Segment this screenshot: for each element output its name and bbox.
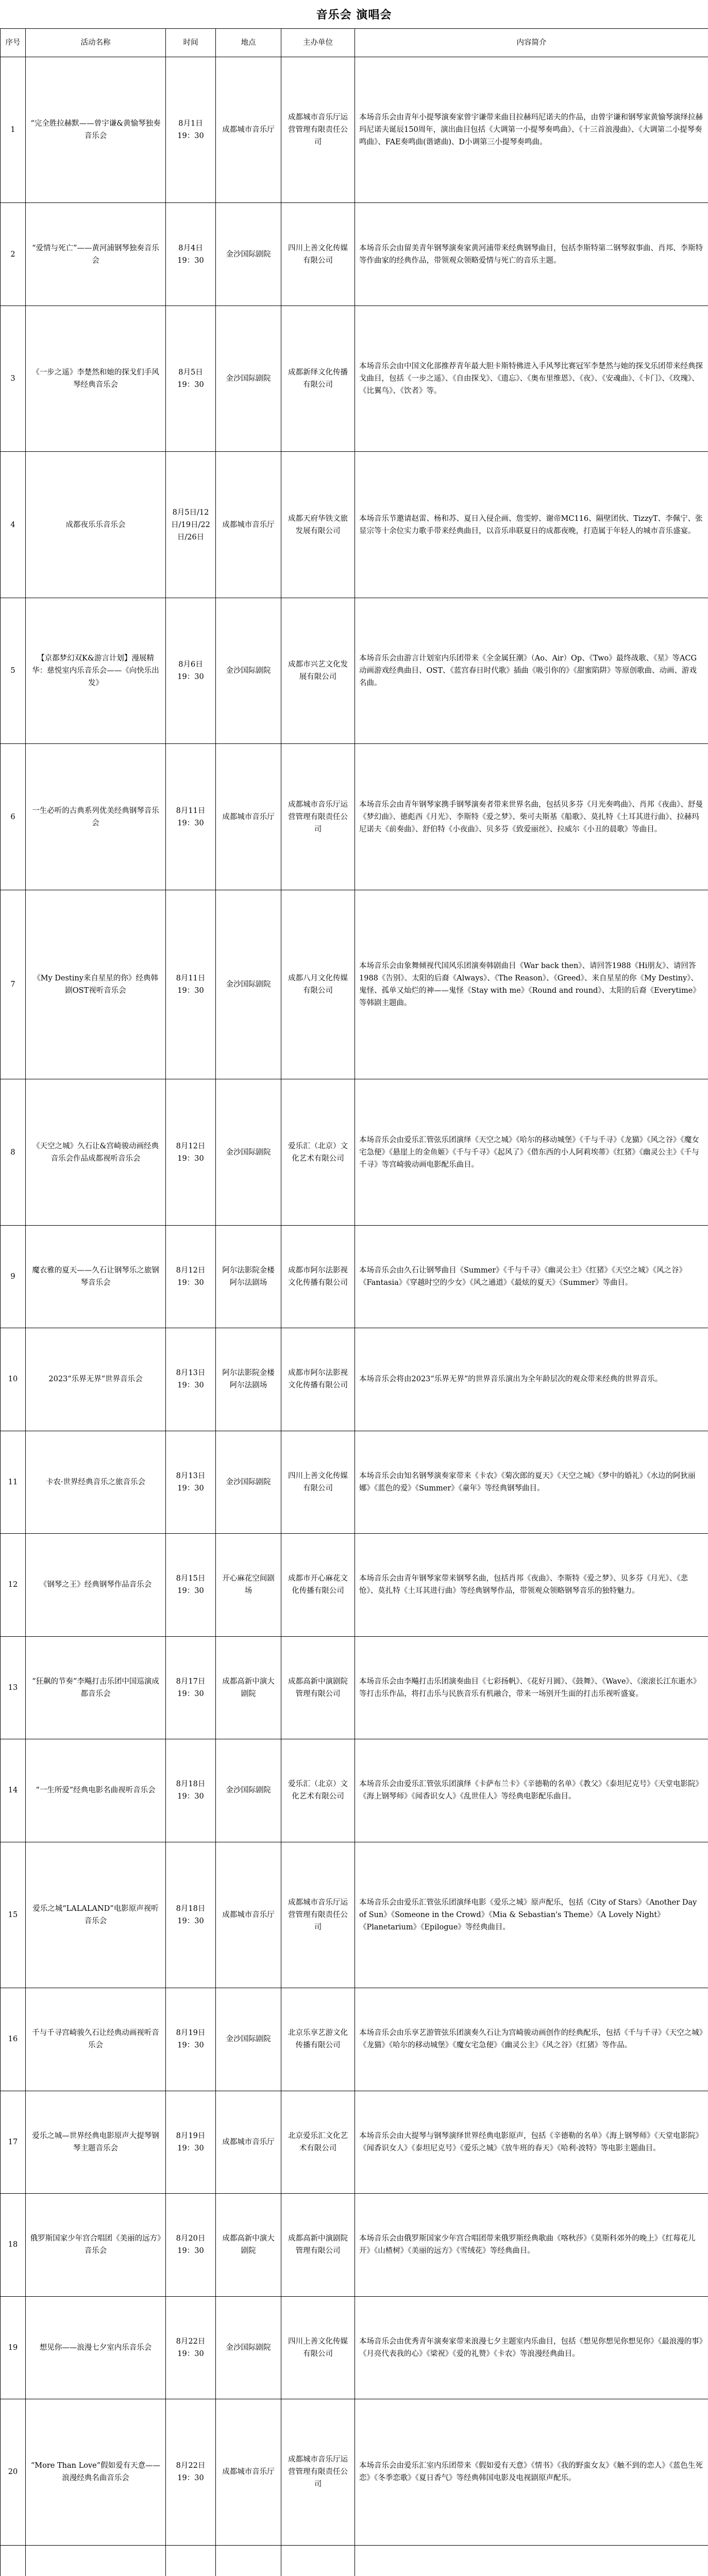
event-date: 8月5日 xyxy=(178,368,203,377)
event-time xyxy=(166,2399,216,2545)
table-row xyxy=(1,1328,708,1431)
event-name: 【京都梦幻双K&游言计划】漫展精华：慈悦室内乐音乐会——《向快乐出发》 xyxy=(26,598,166,743)
row-number: 1 xyxy=(1,57,26,203)
row-number: 15 xyxy=(1,1842,26,1988)
event-time xyxy=(166,203,216,306)
row-number: 20 xyxy=(1,2399,26,2545)
event-organizer: 成都天府华铁文旅发展有限公司 xyxy=(281,452,355,598)
event-name: 成都夜乐乐音乐会 xyxy=(26,452,166,598)
event-name: 《My Destiny来自星星的你》经典韩剧OST视听音乐会 xyxy=(26,890,166,1079)
event-clock: 19：30 xyxy=(177,1154,204,1163)
header-organizer: 主办单位 xyxy=(281,29,355,57)
event-venue: 金沙国际剧院 xyxy=(216,2296,281,2399)
event-venue: 开心麻花空间剧场 xyxy=(216,1534,281,1636)
event-clock: 19：30 xyxy=(177,2349,204,2358)
event-venue: 金沙国际剧院 xyxy=(216,1988,281,2091)
row-number: 3 xyxy=(1,306,26,451)
event-time xyxy=(166,744,216,890)
event-date: 8月4日 xyxy=(178,244,203,252)
event-clock: 19：30 xyxy=(177,381,204,389)
table-row xyxy=(1,1079,708,1225)
event-name: 千与千寻宫崎骏久石让经典动画视听音乐会 xyxy=(26,1988,166,2091)
event-description: 本场音乐会由中国文化部推荐青年最大胆卡斯特佛进入手风琴比赛冠军李楚然与她的探戈乐团带来经典探戈曲目，包括《一步之遥》、《自由探戈》、《遗忘》、《奥布里维恩》、《夜》、《安魂曲》、《卡门》、《玫瑰》、《比翼鸟》、《饮者》等。 xyxy=(355,306,708,451)
event-name: 《天空之城》久石让&宫崎骏动画经典音乐会作品成都视听音乐会 xyxy=(26,1079,166,1225)
event-time xyxy=(166,1842,216,1988)
event-date: 8月18日 xyxy=(176,1904,206,1913)
event-organizer: 成都城市音乐厅运营管理有限责任公司 xyxy=(281,744,355,890)
event-time xyxy=(166,306,216,451)
header-venue: 地点 xyxy=(216,29,281,57)
event-description: 本场音乐会由李飚打击乐团演奏曲目《七彩扬帆》、《花好月圆》、《鼓舞》、《Wave》、《滚滚长江东逝水》等打击乐作品，将打击乐与民族音乐有机融合，带来一场别开生面的打击乐视听盛宴。 xyxy=(355,1636,708,1739)
event-venue: 阿尔法影院金楼阿尔法剧场 xyxy=(216,1328,281,1431)
event-organizer: 爱乐汇（北京）文化艺术有限公司 xyxy=(281,1079,355,1225)
row-number: 4 xyxy=(1,452,26,598)
event-name: 爱乐之城—世界经典电影原声大提琴钢琴主题音乐会 xyxy=(26,2091,166,2193)
row-number: 2 xyxy=(1,203,26,306)
event-description: 本场音乐会由青年钢琴家携手钢琴演奏者带来世界名曲，包括贝多芬《月光奏鸣曲》、肖邦《夜曲》、舒曼《梦幻曲》、德彪西《月光》、李斯特《爱之梦》、柴可夫斯基《船歌》、莫扎特《土耳其进行曲》、拉赫玛尼诺夫《前奏曲》、舒伯特《小夜曲》、贝多芬《致爱丽丝》、拉威尔《小丑的晨歌》等曲目。 xyxy=(355,744,708,890)
event-venue: 金沙国际剧院 xyxy=(216,1431,281,1533)
event-clock: 19：30 xyxy=(177,1792,204,1801)
event-organizer: 成都市阿尔法影视文化传播有限公司 xyxy=(281,1328,355,1431)
event-clock: 19：30 xyxy=(177,1381,204,1390)
table-row xyxy=(1,1636,708,1739)
event-description: 本场音乐会由久石让钢琴曲目《Summer》《千与千寻》《幽灵公主》《红猪》《天空之城》《风之谷》《Fantasia》《穿越时空的少女》《风之通道》《最炫的夏天》《Summer》等曲目。 xyxy=(355,1225,708,1328)
event-date: 8月6日 xyxy=(178,660,203,669)
event-description: 本场音乐会由优秀青年演奏家带来浪漫七夕主题室内乐曲目，包括《想见你想见你想见你》《最浪漫的事》《月亮代表我的心》《梁祝》《爱的礼赞》《卡农》等浪漫经典曲目。 xyxy=(355,2296,708,2399)
event-clock: 19：30 xyxy=(177,987,204,995)
event-clock: 19：30 xyxy=(177,2247,204,2256)
page-title: 音乐会 演唱会 xyxy=(316,8,392,22)
event-name: 爱乐之城“LALALAND”电影原声视听音乐会 xyxy=(26,1842,166,1988)
table-row xyxy=(1,2545,708,2576)
event-description: 本场音乐会由乐享艺游管弦乐团演奏久石让为宫崎骏动画创作的经典配乐，包括《千与千寻》《天空之城》《龙猫》《哈尔的移动城堡》《魔女宅急便》《幽灵公主》《风之谷》《红猪》等作品。 xyxy=(355,1988,708,2091)
event-venue: 金沙国际剧院 xyxy=(216,203,281,306)
table-row xyxy=(1,1842,708,1988)
event-name: 卡农·世界经典音乐之旅音乐会 xyxy=(26,1431,166,1533)
table-row xyxy=(1,203,708,306)
event-date: 8月12日 xyxy=(176,1142,206,1150)
event-clock: 19：30 xyxy=(177,1689,204,1698)
event-time xyxy=(166,1328,216,1431)
event-date: 8月5日/12日/19日/22日/26日 xyxy=(171,508,210,541)
event-organizer: 成都市兴艺文化发展有限公司 xyxy=(281,598,355,743)
event-venue: 成都城市音乐厅 xyxy=(216,2399,281,2545)
event-date: 8月20日 xyxy=(176,2234,206,2243)
row-number: 9 xyxy=(1,1225,26,1328)
event-organizer: 成都八月文化传媒有限公司 xyxy=(281,890,355,1079)
event-date: 8月22日 xyxy=(176,2337,206,2346)
event-name: 《一步之遥》李楚然和她的探戈们手风琴经典音乐会 xyxy=(26,306,166,451)
event-time xyxy=(166,1079,216,1225)
event-name: “狂飙的节奏”李飚打击乐团中国巡演成都音乐会 xyxy=(26,1636,166,1739)
event-venue: 成都高新中演大剧院 xyxy=(216,1636,281,1739)
event-time xyxy=(166,2296,216,2399)
event-date: 8月22日 xyxy=(176,2462,206,2470)
event-date: 8月19日 xyxy=(176,2131,206,2140)
header-description: 内容简介 xyxy=(355,29,708,57)
event-venue: 成都城市音乐厅 xyxy=(216,744,281,890)
event-name: 魔衣雅的夏天——久石让钢琴乐之旅钢琴音乐会 xyxy=(26,1225,166,1328)
event-description: 本场音乐会由青年钢琴家带来钢琴名曲，包括肖邦《夜曲》、李斯特《爱之梦》、贝多芬《月光》、《悲怆》、莫扎特《土耳其进行曲》等经典钢琴作品，带领观众领略钢琴音乐的独特魅力。 xyxy=(355,1534,708,1636)
event-venue: 成都城市音乐厅 xyxy=(216,1842,281,1988)
event-time xyxy=(166,1739,216,1842)
event-venue: 金沙国际剧院 xyxy=(216,306,281,451)
row-number: 17 xyxy=(1,2091,26,2193)
event-time xyxy=(166,2091,216,2193)
event-clock: 19：30 xyxy=(177,2041,204,2050)
event-name: 俄罗斯国家少年宫合唱团《美丽的远方》音乐会 xyxy=(26,2194,166,2296)
row-number: 10 xyxy=(1,1328,26,1431)
event-description: 本场音乐会由游言计划室内乐团带来《全金属狂潮》（Ao、Air）Op、《Two》最终战歌、《星》等ACG动画游戏经典曲目、OST、《蓝宫春日时代歌》插曲《吸引你的》《甜蜜陷阱》等原创歌曲、动画、游戏名曲。 xyxy=(355,598,708,743)
event-venue: 成都城市音乐厅 xyxy=(216,57,281,203)
event-date: 8月18日 xyxy=(176,1780,206,1789)
row-number: 7 xyxy=(1,890,26,1079)
table-row xyxy=(1,890,708,1079)
table-row xyxy=(1,1988,708,2091)
event-clock: 19：30 xyxy=(177,1917,204,1925)
event-venue: 金沙国际剧院 xyxy=(216,1079,281,1225)
event-description: 本场音乐会将由2023“乐界无界”的世界音乐演出为全年龄层次的观众带来经典的世界音乐。 xyxy=(355,1328,708,1431)
event-description: 本场音乐会由爱乐汇管弦乐团演绎电影《爱乐之城》原声配乐，包括《City of Stars》《Another Day of Sun》《Someone in the Crowd》《Mia & Sebastian's Theme》《A Lovely Night》《Planetarium》《Epilogue》等经典曲目。 xyxy=(355,1842,708,1988)
event-name: 《钢琴之王》经典钢琴作品音乐会 xyxy=(26,1534,166,1636)
table-row xyxy=(1,452,708,598)
row-number: 5 xyxy=(1,598,26,743)
row-number: 16 xyxy=(1,1988,26,2091)
event-description: 本场音乐会由爱乐汇管弦乐团演绎《卡萨布兰卡》《辛德勒的名单》《教父》《泰坦尼克号》《天堂电影院》《海上钢琴师》《闻香识女人》《乱世佳人》等经典电影配乐曲目。 xyxy=(355,1739,708,1842)
event-name xyxy=(26,2545,166,2576)
event-venue: 金沙国际剧院 xyxy=(216,598,281,743)
event-name: “More Than Love”假如爱有天意——浪漫经典名曲音乐会 xyxy=(26,2399,166,2545)
event-venue: 成都高新中演大剧院 xyxy=(216,2194,281,2296)
event-clock: 19：30 xyxy=(177,132,204,141)
event-time xyxy=(166,1636,216,1739)
event-time xyxy=(166,57,216,203)
event-organizer: 成都城市音乐厅运营管理有限责任公司 xyxy=(281,1842,355,1988)
event-organizer: 成都城市音乐厅运营管理有限责任公司 xyxy=(281,2399,355,2545)
header-name: 活动名称 xyxy=(26,29,166,57)
event-name: 2023“乐界无界”世界音乐会 xyxy=(26,1328,166,1431)
event-date: 8月13日 xyxy=(176,1471,206,1480)
event-description: 本场音乐会由留美青年钢琴演奏家黄河浦带来经典钢琴曲目，包括李斯特第二钢琴叙事曲、肖邦、李斯特等作曲家的经典作品，带领观众领略爱情与死亡的音乐主题。 xyxy=(355,203,708,306)
event-time xyxy=(166,890,216,1079)
event-date: 8月1日 xyxy=(178,120,203,128)
event-time xyxy=(166,2545,216,2576)
table-row xyxy=(1,2399,708,2545)
event-description: 本场音乐会由爱乐汇管弦乐团演绎《天空之城》《哈尔的移动城堡》《千与千寻》《龙猫》《风之谷》《魔女宅急便》《悬崖上的金鱼姬》《千与千寻》《起风了》《借东西的小人阿莉埃蒂》《红猪》《幽灵公主》《千与千寻》等宫崎骏动画电影配乐曲目。 xyxy=(355,1079,708,1225)
event-name: “一生所爱”经典电影名曲视听音乐会 xyxy=(26,1739,166,1842)
event-clock: 19：30 xyxy=(177,673,204,682)
table-row xyxy=(1,598,708,743)
event-name: “爱情与死亡”——黄河浦钢琴独奏音乐会 xyxy=(26,203,166,306)
event-clock: 19：30 xyxy=(177,1587,204,1596)
event-venue: 金沙国际剧院 xyxy=(216,890,281,1079)
event-date: 8月12日 xyxy=(176,1266,206,1275)
event-name: 想见你——浪漫七夕室内乐音乐会 xyxy=(26,2296,166,2399)
event-venue: 成都城市音乐厅 xyxy=(216,452,281,598)
event-clock: 19：30 xyxy=(177,256,204,265)
event-organizer: 成都市阿尔法影视文化传播有限公司 xyxy=(281,1225,355,1328)
event-name: “完全胜拉赫默——曾宇谦&黄愉琴独奏音乐会 xyxy=(26,57,166,203)
event-date: 8月19日 xyxy=(176,2029,206,2038)
event-organizer: 爱乐汇（北京）文化艺术有限公司 xyxy=(281,1739,355,1842)
event-venue: 成都城市音乐厅 xyxy=(216,2091,281,2193)
event-description: 本场音乐会由青年小提琴演奏家曾宇谦带来曲目拉赫玛尼诺夫的作品，由曾宇谦和钢琴家黄愉琴演绎拉赫玛尼诺夫诞辰150周年，演出曲目包括《大调第一小提琴奏鸣曲》、《十三首浪漫曲》、《大调第二小提琴奏鸣曲》、FAE奏鸣曲(谐谑曲)、D小调第三小提琴奏鸣曲。 xyxy=(355,57,708,203)
header-time: 时间 xyxy=(166,29,216,57)
table-row xyxy=(1,1431,708,1533)
row-number: 13 xyxy=(1,1636,26,1739)
event-description xyxy=(355,2545,708,2576)
event-venue: 金沙国际剧院 xyxy=(216,1739,281,1842)
event-clock: 19：30 xyxy=(177,1279,204,1287)
row-number: 19 xyxy=(1,2296,26,2399)
event-time xyxy=(166,2194,216,2296)
row-number: 6 xyxy=(1,744,26,890)
table-row xyxy=(1,1225,708,1328)
event-description: 本场音乐会由大提琴与钢琴演绎世界经典电影原声，包括《辛德勒的名单》《海上钢琴师》《天堂电影院》《闻香识女人》《泰坦尼克号》《爱乐之城》《放牛班的春天》《哈利·波特》等电影主题曲目。 xyxy=(355,2091,708,2193)
event-organizer: 成都市开心麻花文化传播有限公司 xyxy=(281,1534,355,1636)
row-number xyxy=(1,2545,26,2576)
event-organizer: 四川上善文化传媒有限公司 xyxy=(281,1431,355,1533)
event-organizer: 北京乐享艺游文化传播有限公司 xyxy=(281,1988,355,2091)
event-date: 8月13日 xyxy=(176,1369,206,1378)
event-clock: 19：30 xyxy=(177,819,204,827)
event-organizer: 成都城市音乐厅运营管理有限责任公司 xyxy=(281,57,355,203)
event-venue xyxy=(216,2545,281,2576)
event-date: 8月11日 xyxy=(176,806,206,815)
event-description: 本场音乐会由俄罗斯国家少年宫合唱团带来俄罗斯经典歌曲《喀秋莎》《莫斯科郊外的晚上》《红莓花儿开》《山楂树》《美丽的远方》《雪绒花》等经典曲目。 xyxy=(355,2194,708,2296)
event-description: 本场音乐节邀请赵雷、杨和苏、夏日入侵企画、詹雯婷、谢帝MC116、隔壁团伙、TizzyT、李佩宁、张显宗等十余位实力歌手带来经典曲目，以音乐串联夏日的成都夜晚，打造属于年轻人的城市音乐盛宴。 xyxy=(355,452,708,598)
event-organizer: 北京爱乐汇文化艺术有限公司 xyxy=(281,2091,355,2193)
table-row xyxy=(1,2194,708,2296)
event-organizer: 成都新绎文化传播有限公司 xyxy=(281,306,355,451)
table-row xyxy=(1,2091,708,2193)
event-venue: 阿尔法影院金楼阿尔法剧场 xyxy=(216,1225,281,1328)
header-no: 序号 xyxy=(1,29,26,57)
event-time xyxy=(166,1988,216,2091)
event-clock: 19：30 xyxy=(177,2474,204,2483)
event-clock: 19：30 xyxy=(177,1484,204,1493)
event-time xyxy=(166,1534,216,1636)
event-time xyxy=(166,452,216,598)
event-organizer: 成都高新中演剧院管理有限公司 xyxy=(281,1636,355,1739)
event-organizer: 四川上善文化传媒有限公司 xyxy=(281,2296,355,2399)
table-header-row xyxy=(1,29,708,57)
event-clock: 19：30 xyxy=(177,2144,204,2153)
event-organizer: 四川上善文化传媒有限公司 xyxy=(281,203,355,306)
event-description: 本场音乐会由象舞倾视代国风乐团演奏韩剧曲目《War back then》、请回答1988《Hi朋友》、请回答1988《告别》、太阳的后裔《Always》、《The Reason》、《Greed》、来自星星的你《My Destiny》、鬼怪、孤单又灿烂的神——鬼怪《Stay with me》《Round and round》、太阳的后裔《Everytime》等韩剧主题曲。 xyxy=(355,890,708,1079)
concert-table xyxy=(0,28,708,2576)
event-organizer: 成都高新中演剧院管理有限公司 xyxy=(281,2194,355,2296)
table-body xyxy=(1,57,708,2576)
row-number: 18 xyxy=(1,2194,26,2296)
row-number: 11 xyxy=(1,1431,26,1533)
event-time xyxy=(166,1431,216,1533)
row-number: 12 xyxy=(1,1534,26,1636)
table-row xyxy=(1,1739,708,1842)
table-row xyxy=(1,1534,708,1636)
table-row xyxy=(1,306,708,451)
event-date: 8月11日 xyxy=(176,974,206,983)
table-row xyxy=(1,57,708,203)
table-row xyxy=(1,744,708,890)
event-time xyxy=(166,1225,216,1328)
event-date: 8月15日 xyxy=(176,1574,206,1583)
event-time xyxy=(166,598,216,743)
table-row xyxy=(1,2296,708,2399)
row-number: 8 xyxy=(1,1079,26,1225)
event-description: 本场音乐会由知名钢琴演奏家带来《卡农》《菊次郎的夏天》《天空之城》《梦中的婚礼》《水边的阿狄丽娜》《蓝色的爱》《Summer》《童年》等经典钢琴曲目。 xyxy=(355,1431,708,1533)
row-number: 14 xyxy=(1,1739,26,1842)
event-name: 一生必听的古典系列优美经典钢琴音乐会 xyxy=(26,744,166,890)
event-date: 8月17日 xyxy=(176,1677,206,1686)
event-organizer xyxy=(281,2545,355,2576)
event-description: 本场音乐会由爱乐汇室内乐团带来《假如爱有天意》《情书》《我的野蛮女友》《触不到的恋人》《蓝色生死恋》《冬季恋歌》《夏日香气》等经典韩国电影及电视剧原声配乐。 xyxy=(355,2399,708,2545)
